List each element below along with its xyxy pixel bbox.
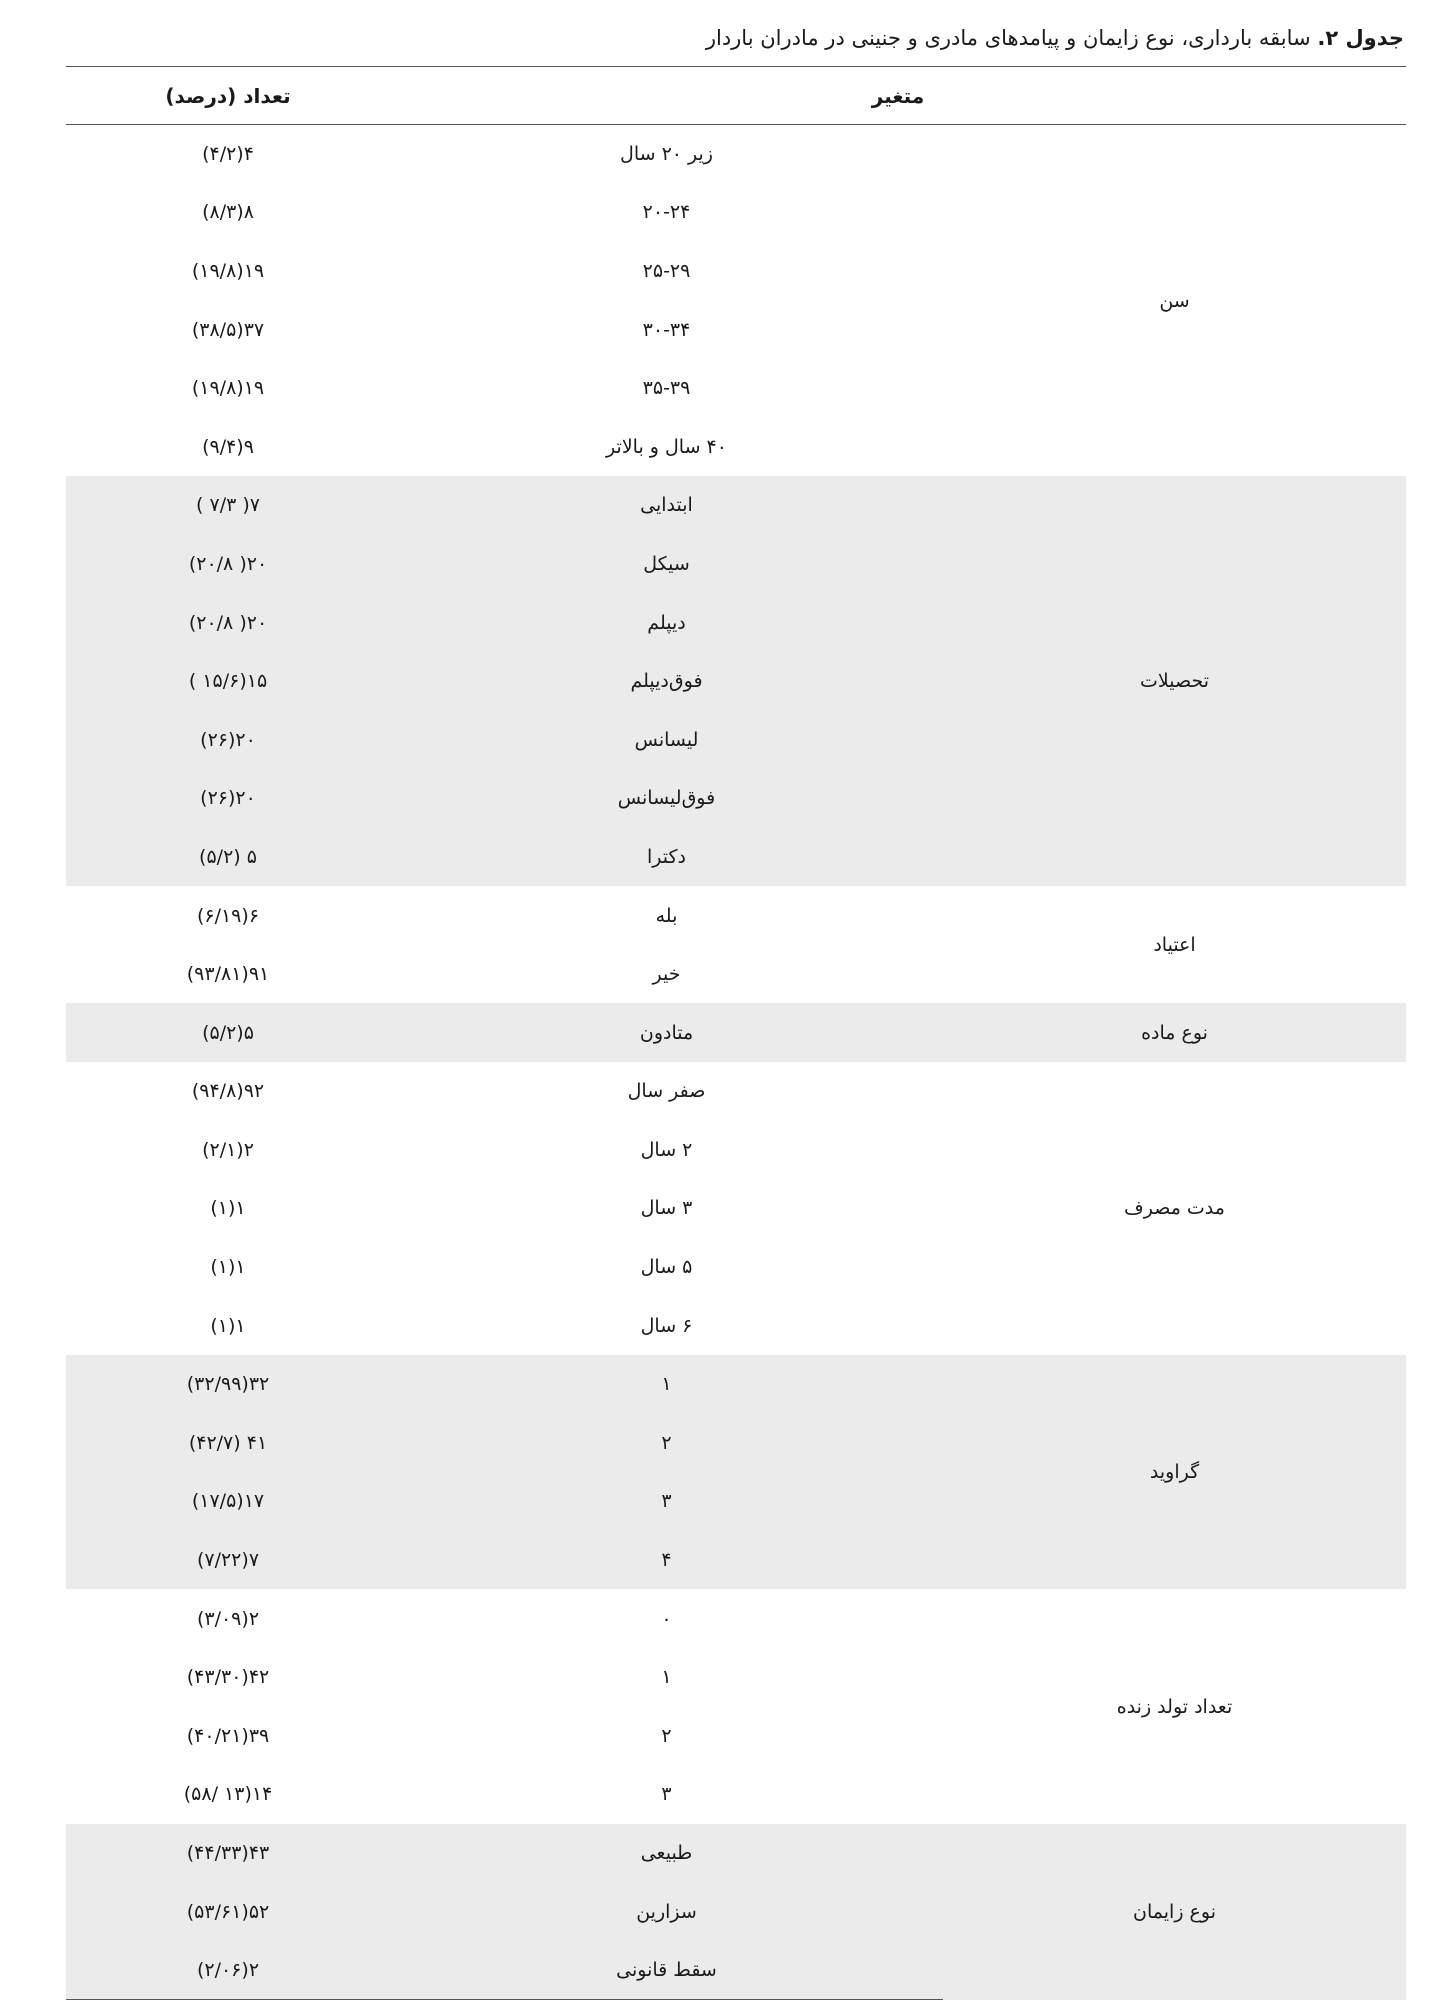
table-row	[66, 1003, 1406, 1062]
count-cell: ۴۳(۴۴/۳۳)	[66, 1824, 390, 1883]
subcategory-cell: ۳۰-۳۴	[642, 318, 691, 341]
count-cell: ۲(۳/۰۹)	[196, 1607, 260, 1630]
count-cell: ۵ (۵/۲)	[66, 828, 390, 887]
subcategory-cell: ابتدایی	[390, 476, 943, 535]
subcategory-cell: ۰	[661, 1607, 672, 1630]
subcategory-cell: سقط قانونی	[390, 1941, 943, 2000]
subcategory-cell: بله	[655, 904, 678, 927]
subcategory-cell: ۵ سال	[640, 1256, 693, 1279]
group-label: نوع ماده	[943, 1003, 1406, 1062]
subcategory-cell: ۲۰-۲۴	[642, 201, 691, 224]
table-caption	[52, 20, 1404, 56]
table-row	[66, 125, 1406, 184]
count-cell: ۴(۴/۲)	[202, 143, 254, 166]
table-row	[66, 1824, 1406, 1883]
subcategory-cell: ۲۵-۲۹	[642, 259, 691, 282]
subcategory-cell: لیسانس	[390, 710, 943, 769]
count-cell: ۵(۵/۲)	[66, 1003, 390, 1062]
table-row	[66, 886, 1406, 945]
count-cell: ۲۰( ۲۰/۸)	[66, 593, 390, 652]
subcategory-cell: ۴۰ سال و بالاتر	[606, 435, 727, 458]
count-cell: ۱۵(۱۵/۶ )	[66, 652, 390, 711]
count-cell: ۶(۶/۱۹)	[196, 904, 260, 927]
table-header	[66, 67, 1406, 125]
subcategory-cell: طبیعی	[390, 1824, 943, 1883]
table-body	[66, 125, 1406, 2000]
subcategory-cell: صفر سال	[627, 1080, 706, 1103]
count-cell: ۵۲(۵۳/۶۱)	[66, 1882, 390, 1941]
subcategory-cell: سزارین	[390, 1882, 943, 1941]
subcategory-cell: ۳	[390, 1472, 943, 1531]
subcategory-cell: ۳	[661, 1783, 672, 1806]
subcategory-cell: ۲	[661, 1724, 672, 1747]
subcategory-cell: ۴	[390, 1531, 943, 1590]
count-cell: ۲(۲/۱)	[202, 1138, 254, 1161]
subcategory-cell: خیر	[652, 963, 681, 986]
subcategory-cell: فوق‌لیسانس	[390, 769, 943, 828]
count-cell: ۲(۲/۰۶)	[66, 1941, 390, 2000]
count-cell: ۱(۱)	[210, 1197, 246, 1220]
table-header-row	[66, 67, 1406, 125]
count-cell: ۳۲(۳۲/۹۹)	[66, 1355, 390, 1414]
count-cell: ۳۷(۳۸/۵)	[191, 318, 265, 341]
group-label: تحصیلات	[943, 476, 1406, 886]
subcategory-cell: ۳۵-۳۹	[642, 377, 691, 400]
table-caption-label: جدول ۲.	[1317, 26, 1404, 50]
subcategory-cell: ۱	[390, 1355, 943, 1414]
group-label: مدت مصرف	[1124, 1197, 1225, 1220]
subcategory-cell: زیر ۲۰ سال	[620, 143, 713, 166]
group-label: اعتیاد	[1153, 933, 1196, 956]
count-cell: ۲۰(۲۶)	[66, 710, 390, 769]
count-cell: ۱(۱)	[210, 1256, 246, 1279]
subcategory-cell: سیکل	[390, 535, 943, 594]
group-label: تعداد تولد زنده	[1116, 1695, 1233, 1718]
table-row	[66, 476, 1406, 535]
subcategory-cell: دکترا	[390, 828, 943, 887]
count-cell: ۷( ۷/۳ )	[66, 476, 390, 535]
subcategory-cell: متادون	[390, 1003, 943, 1062]
count-cell: ۱(۱)	[210, 1314, 246, 1337]
table-caption-text: سابقه بارداری، نوع زایمان و پیامدهای مادری و جنینی در مادران باردار	[705, 26, 1318, 50]
data-table	[66, 66, 1406, 2000]
count-cell: ۲۰( ۲۰/۸)	[66, 535, 390, 594]
count-cell: ۹(۹/۴)	[202, 435, 254, 458]
count-cell: ۱۹(۱۹/۸)	[191, 259, 265, 282]
count-cell: ۱۹(۱۹/۸)	[191, 377, 265, 400]
count-cell: ۴۲(۴۳/۳۰)	[186, 1666, 270, 1689]
count-cell: ۴۱ (۴۲/۷)	[66, 1414, 390, 1473]
subcategory-cell: ۶ سال	[640, 1314, 693, 1337]
count-cell: ۹۱(۹۳/۸۱)	[186, 963, 270, 986]
table-row	[66, 1062, 1406, 1121]
group-label: گراوید	[943, 1355, 1406, 1589]
table-row	[66, 1355, 1406, 1414]
header-variable: متغیر	[390, 67, 1406, 125]
subcategory-cell: ۱	[661, 1666, 672, 1689]
table-row	[66, 1589, 1406, 1648]
subcategory-cell: ۲ سال	[640, 1138, 693, 1161]
count-cell: ۱۷(۱۷/۵)	[66, 1472, 390, 1531]
count-cell: ۸(۸/۳)	[202, 201, 254, 224]
count-cell: ۲۰(۲۶)	[66, 769, 390, 828]
group-label: سن	[1159, 289, 1190, 312]
count-cell: ۷(۷/۲۲)	[66, 1531, 390, 1590]
group-label: نوع زایمان	[943, 1824, 1406, 2000]
count-cell: ۱۴(۱۳ /۵۸)	[183, 1783, 273, 1806]
header-count: تعداد (درصد)	[66, 67, 390, 125]
subcategory-cell: ۲	[390, 1414, 943, 1473]
subcategory-cell: ۳ سال	[640, 1197, 693, 1220]
subcategory-cell: فوق‌دیپلم	[390, 652, 943, 711]
count-cell: ۹۲(۹۴/۸)	[191, 1080, 265, 1103]
count-cell: ۳۹(۴۰/۲۱)	[186, 1724, 270, 1747]
subcategory-cell: دیپلم	[390, 593, 943, 652]
